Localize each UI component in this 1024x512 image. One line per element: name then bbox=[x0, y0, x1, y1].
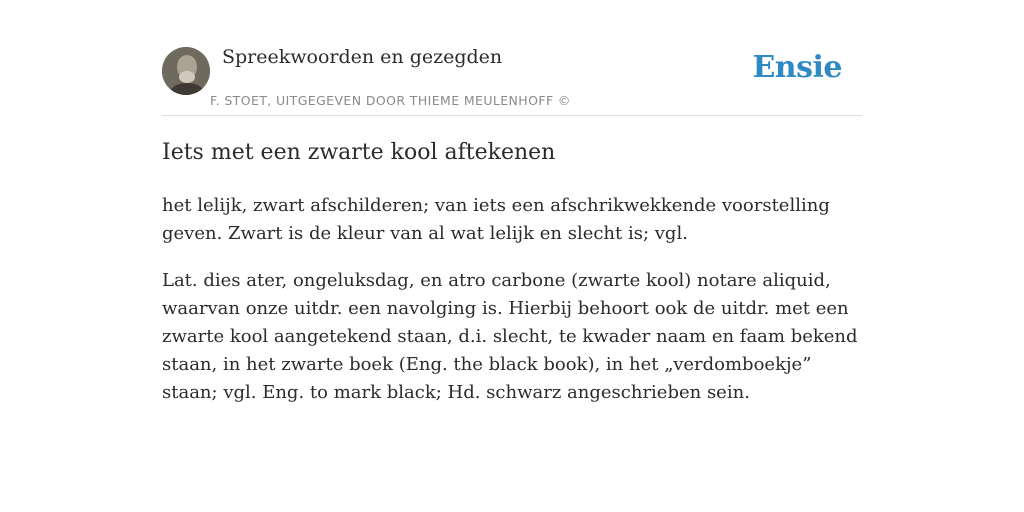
author-portrait-icon bbox=[162, 47, 210, 95]
author-avatar[interactable] bbox=[162, 47, 210, 95]
definition-paragraph: Lat. dies ater, ongeluksdag, en atro carbone (zwarte kool) notare aliquid, waarvan onze uitdr. een navolging is. Hierbij behoort ook de uitdr. met een zwarte kool aangetekend staan, d.i. slecht, te kwader naam en faam bekend staan, in het zwarte boek (Eng. the black book), in het „verdomboekje” staan; vgl. Eng. to mark black; Hd. schwarz angeschrieben sein. bbox=[162, 270, 858, 403]
header-divider bbox=[162, 115, 862, 116]
source-byline: F. STOET, UITGEGEVEN DOOR THIEME MEULENHOFF © bbox=[210, 93, 571, 108]
brand-logo[interactable]: Ensie bbox=[752, 50, 842, 85]
source-title[interactable]: Spreekwoorden en gezegden bbox=[222, 46, 503, 68]
source-header bbox=[162, 46, 862, 116]
definition-paragraph: het lelijk, zwart afschilderen; van iets een afschrikwekkende voorstelling geven. Zwart is de kleur van al wat lelijk en slecht is; vgl. bbox=[162, 195, 830, 244]
entry-term: Iets met een zwarte kool aftekenen bbox=[162, 140, 556, 165]
